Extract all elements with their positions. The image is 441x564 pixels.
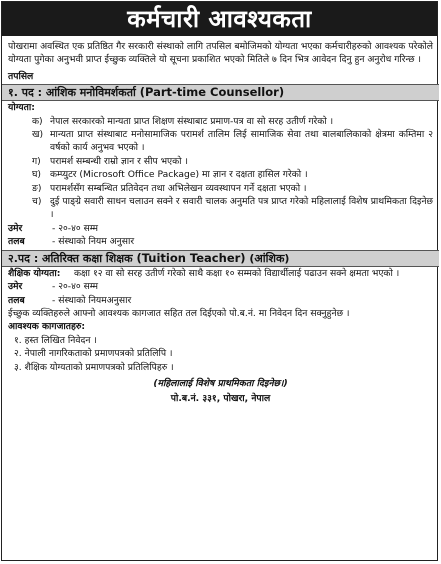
item-marker: ग) <box>32 155 41 167</box>
age-row <box>8 222 433 235</box>
item-marker: ख) <box>32 129 44 141</box>
position-2-title-en: (Tuition Teacher) <box>136 250 246 265</box>
age-label: उमेर <box>8 222 23 234</box>
item-marker: च) <box>32 196 42 208</box>
list-item <box>32 168 433 181</box>
salary-label: तलब <box>8 294 25 306</box>
apply-note: ईच्छुक व्यक्तिहरुले आफ्नो आवश्यक कागजात सहित तल दिईएको पो.ब.नं. मा निवेदन दिन सक्नुहुनेछ । <box>8 307 350 319</box>
advertisement-frame <box>1 1 438 561</box>
qualification-label: शैक्षिक योग्यता: <box>8 267 61 279</box>
ad-body <box>8 40 433 406</box>
position-1-title-np: १. पद : आंशिक मनोविमर्शकर्ता <box>8 86 136 100</box>
intro-paragraph: पोखरामा अवस्थित एक प्रतिष्ठित गैर सरकारी संस्थाको लागि तपसिल बमोजिमको योग्यता भएका कर्मचारीहरुको आवश्यक परेकोले योग्यता पुगेका अनुभवी प्राप्त ईच्छुक व्यक्तिले यो सूचना प्रकाशित भएको मितिले ७ दिन भित्र आवेदन दिनु हुन अनुरोध गरिन्छ । <box>8 41 433 66</box>
position-2-title-tail: (आंशिक) <box>249 251 290 265</box>
list-item <box>32 128 433 155</box>
qualification-list <box>8 115 433 222</box>
list-item <box>32 195 433 222</box>
item-text: नेपाल सरकारको मान्यता प्राप्त शिक्षण संस्थाबाट प्रमाण-पत्र वा सो सरह उतीर्ण गरेको । <box>50 115 334 127</box>
priority-note: (महिलालाई विशेष प्राथमिकता दिइनेछ।) <box>153 377 288 389</box>
age-value: - २०-४० सम्म <box>52 281 99 293</box>
item-text: कम्प्युटर (Microsoft Office Package) मा ज्ञान र दक्षता हासिल गरेको । <box>50 169 308 181</box>
age-label: उमेर <box>8 281 23 293</box>
list-item: २. नेपाली नागरिकताको प्रमाणपत्रको प्रतिलिपि । <box>14 348 173 360</box>
tapsil-heading: तपसिल <box>8 70 34 82</box>
salary-label: तलब <box>8 236 25 248</box>
item-marker: ङ) <box>32 182 42 194</box>
qualification-label: योग्यता: <box>8 102 35 114</box>
ad-title: कर्मचारी आवश्यकता <box>2 2 437 36</box>
list-item <box>32 155 433 168</box>
position-2-title-np: २.पद : अतिरिक्त कक्षा शिक्षक <box>8 251 133 265</box>
item-text: परामर्शसँग सम्बन्धित प्रतिवेदन तथा अभिलेखन व्यवस्थापन गर्ने दक्षता भएको । <box>50 182 307 194</box>
position-2-heading <box>2 250 439 267</box>
position-1-title-en: (Part-time Counsellor) <box>139 85 285 100</box>
salary-value: - संस्थाको नियम अनुसार <box>52 236 135 248</box>
age-row <box>8 280 433 293</box>
list-item <box>32 182 433 195</box>
position-1-heading <box>2 84 439 101</box>
salary-value: - संस्थाको नियमअनुसार <box>52 294 132 306</box>
postal-address: पो.ब.नं. ३३१, पोखरा, नेपाल <box>170 393 271 405</box>
documents-label: आवश्यक कागजातहरु: <box>8 321 86 333</box>
list-item <box>32 115 433 128</box>
item-text: मान्यता प्राप्त संस्थाबाट मनोसामाजिक परामर्श तालिम लिई सामाजिक सेवा तथा बालबालिकाको क्षेत्रमा कम्तिमा २ वर्षको कार्य अनुभव भएको । <box>50 129 433 154</box>
item-marker: क) <box>32 115 43 127</box>
qualification-text: कक्षा १२ वा सो सरह उतीर्ण गरेको साथै कक्षा १० सम्मको विद्यार्थीलाई पढाउन सक्ने क्षमता भएको । <box>74 267 400 279</box>
salary-row <box>8 235 433 248</box>
age-value: - २०-४० सम्म <box>52 222 99 234</box>
documents-list <box>8 334 433 374</box>
salary-row <box>8 294 433 307</box>
list-item: १. हस्त लिखित निवेदन । <box>14 334 97 346</box>
item-marker: घ) <box>32 169 42 181</box>
teacher-qualification-row <box>8 267 433 280</box>
list-item: ३. शैक्षिक योग्यताको प्रमाणपत्रको प्रतिलिपिहरु । <box>14 361 174 373</box>
item-text: परामर्श सम्बन्धी राम्रो ज्ञान र सीप भएको । <box>50 155 188 167</box>
item-text: दुई पाङ्ग्रे सवारी साधन चलाउन सक्ने र सवारी चालक अनुमति पत्र प्राप्त गरेको महिलालाई विशेष प्राथमिकता दिइनेछ । <box>50 196 433 221</box>
